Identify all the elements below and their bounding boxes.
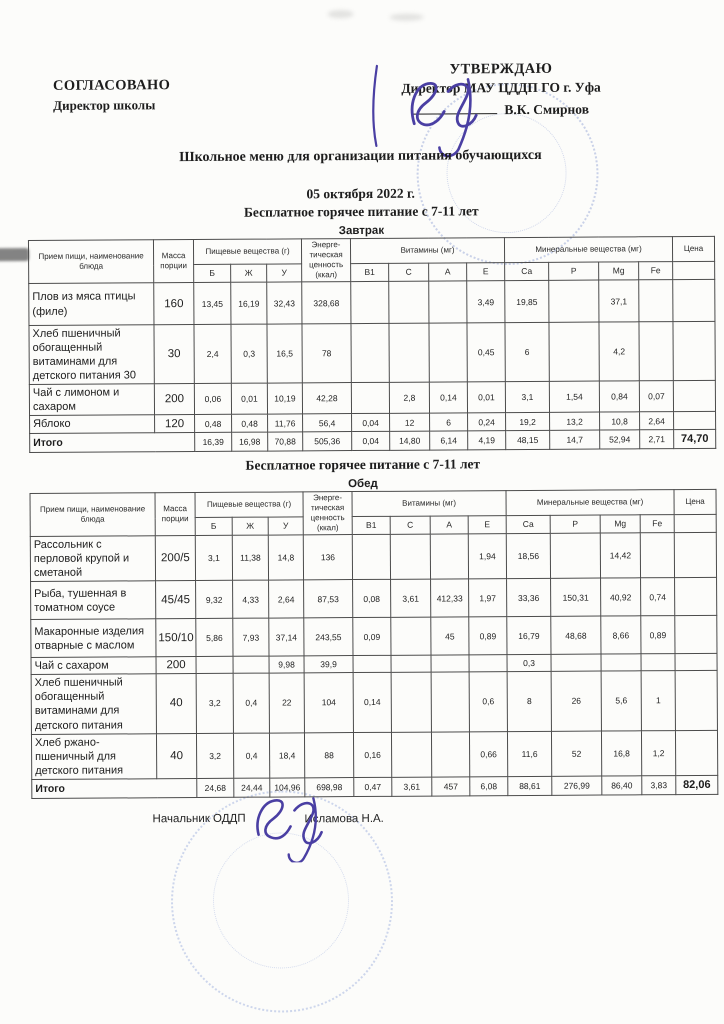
value-cell bbox=[549, 322, 599, 382]
value-cell bbox=[389, 323, 429, 383]
value-cell: 18,4 bbox=[269, 732, 304, 777]
value-cell: 0,45 bbox=[467, 323, 505, 383]
col-a: А bbox=[430, 516, 468, 534]
value-cell: 6 bbox=[505, 322, 549, 382]
value-cell: 160 bbox=[154, 283, 194, 325]
value-cell: 2,8 bbox=[389, 382, 429, 413]
col-energy: Энерге-тическая ценность (ккал) bbox=[303, 492, 352, 535]
value-cell: 2,64 bbox=[269, 580, 304, 618]
value-cell: 104 bbox=[304, 673, 353, 733]
col-mg: Mg bbox=[600, 515, 640, 533]
value-cell: 19,85 bbox=[505, 280, 549, 322]
value-cell: 120 bbox=[155, 415, 195, 432]
value-cell bbox=[673, 321, 715, 381]
value-cell: 78 bbox=[302, 324, 351, 384]
dish-name-cell: Чай с лимоном и сахаром bbox=[29, 384, 154, 416]
value-cell: 14,8 bbox=[268, 535, 303, 580]
value-cell: 0,4 bbox=[233, 733, 269, 778]
value-cell: 26 bbox=[551, 671, 601, 731]
value-cell bbox=[430, 534, 468, 579]
dish-row bbox=[31, 671, 717, 735]
col-e: Е bbox=[468, 516, 506, 534]
value-cell: 45 bbox=[431, 617, 469, 655]
value-cell bbox=[639, 322, 673, 382]
value-cell: 5,86 bbox=[196, 619, 233, 657]
value-cell: 0,01 bbox=[231, 383, 267, 414]
value-cell: 13,45 bbox=[194, 282, 231, 324]
col-mg: Mg bbox=[599, 262, 639, 280]
value-cell: 0,06 bbox=[194, 384, 231, 415]
total-value-cell: 2,71 bbox=[640, 429, 674, 448]
lunch-section bbox=[29, 455, 711, 799]
dish-row bbox=[29, 381, 715, 416]
col-price: Цена bbox=[672, 236, 714, 261]
total-value-cell: 16,39 bbox=[195, 432, 232, 451]
total-value-cell: 24,44 bbox=[234, 778, 270, 797]
value-cell: 7,93 bbox=[233, 618, 269, 656]
value-cell: 8 bbox=[507, 672, 551, 732]
value-cell bbox=[351, 323, 389, 383]
value-cell bbox=[431, 672, 469, 732]
total-value-cell: 3,83 bbox=[642, 775, 676, 794]
value-cell: 412,33 bbox=[431, 579, 469, 617]
total-value-cell: 276,99 bbox=[552, 776, 602, 795]
col-price: Цена bbox=[674, 489, 716, 514]
value-cell: 0,89 bbox=[641, 616, 675, 654]
value-cell: 40 bbox=[156, 733, 196, 778]
total-row bbox=[32, 775, 718, 798]
col-ca: Са bbox=[506, 515, 550, 533]
value-cell: 0,14 bbox=[353, 673, 391, 733]
value-cell bbox=[429, 323, 467, 383]
value-cell: 1 bbox=[641, 671, 675, 731]
total-price-cell: 74,70 bbox=[674, 429, 716, 448]
col-energy: Энерге-тическая ценность (ккал) bbox=[301, 239, 350, 282]
col-fat: Ж bbox=[232, 517, 268, 535]
col-mass: Масса порции bbox=[153, 240, 193, 283]
value-cell: 52 bbox=[551, 731, 601, 777]
value-cell: 8,66 bbox=[601, 616, 641, 654]
value-cell bbox=[673, 381, 715, 412]
value-cell: 0,84 bbox=[599, 381, 639, 412]
value-cell: 12 bbox=[390, 414, 430, 431]
dish-name-cell: Рассольник с перловой крупой и сметаной bbox=[30, 536, 155, 582]
value-cell: 0,04 bbox=[352, 414, 390, 431]
dish-row bbox=[30, 532, 716, 581]
col-c: С bbox=[389, 263, 429, 281]
value-cell bbox=[549, 280, 599, 322]
value-cell bbox=[641, 654, 675, 671]
value-cell: 0,01 bbox=[467, 382, 505, 413]
value-cell: 200 bbox=[156, 657, 196, 674]
value-cell: 32,43 bbox=[267, 282, 302, 324]
value-cell: 5,6 bbox=[601, 671, 641, 731]
col-p: Р bbox=[550, 515, 600, 533]
lunch-meal-label: Обед bbox=[348, 477, 378, 491]
total-value-cell: 6,14 bbox=[430, 430, 468, 449]
value-cell: 9,32 bbox=[196, 581, 233, 619]
value-cell bbox=[391, 672, 431, 732]
value-cell: 1,97 bbox=[469, 579, 507, 617]
col-e: Е bbox=[467, 263, 505, 281]
value-cell: 0,16 bbox=[353, 732, 391, 777]
value-cell: 0,07 bbox=[639, 381, 673, 412]
value-cell bbox=[391, 617, 431, 655]
col-nutrients: Пищевые вещества (г) bbox=[193, 239, 301, 265]
value-cell: 1,54 bbox=[549, 381, 599, 412]
dish-name-cell: Плов из мяса птицы (филе) bbox=[29, 283, 154, 326]
value-cell bbox=[196, 657, 233, 674]
value-cell: 0,6 bbox=[469, 672, 507, 732]
total-value-cell: 0,04 bbox=[352, 431, 390, 450]
value-cell: 0,09 bbox=[353, 618, 391, 656]
value-cell bbox=[675, 654, 717, 671]
breakfast-table bbox=[28, 236, 716, 453]
total-value-cell: 70,88 bbox=[268, 431, 303, 450]
breakfast-section bbox=[28, 202, 709, 453]
col-c: С bbox=[390, 516, 430, 534]
col-dish: Прием пищи, наименование блюда bbox=[28, 240, 153, 284]
value-cell: 14,42 bbox=[600, 533, 640, 578]
dish-name-cell: Яблоко bbox=[30, 415, 155, 433]
value-cell: 2,4 bbox=[194, 324, 231, 384]
value-cell bbox=[675, 730, 717, 775]
value-cell: 243,55 bbox=[304, 618, 353, 656]
value-cell: 200/5 bbox=[155, 536, 195, 581]
dish-name-cell: Хлеб ржано-пшеничный для детского питания bbox=[31, 733, 156, 779]
value-cell: 37,14 bbox=[269, 618, 304, 656]
total-value-cell: 48,15 bbox=[506, 430, 550, 449]
value-cell bbox=[675, 616, 717, 654]
agreed-block bbox=[53, 77, 170, 114]
dish-name-cell: Рыба, тушенная в томатном соусе bbox=[31, 581, 156, 620]
value-cell: 56,4 bbox=[303, 414, 352, 431]
value-cell: 10,8 bbox=[600, 412, 640, 429]
total-value-cell: 0,47 bbox=[354, 777, 392, 796]
value-cell: 88 bbox=[304, 732, 353, 778]
col-fe: Fe bbox=[639, 262, 673, 280]
value-cell: 200 bbox=[154, 384, 194, 415]
dish-row bbox=[31, 730, 717, 779]
value-cell: 87,53 bbox=[304, 580, 353, 618]
total-value-cell: 3,61 bbox=[392, 777, 432, 796]
value-cell bbox=[429, 281, 467, 323]
dish-name-cell: Макаронные изделия отварные с маслом bbox=[31, 619, 156, 658]
col-protein: Б bbox=[195, 517, 232, 535]
value-cell bbox=[673, 279, 715, 321]
col-protein: Б bbox=[194, 264, 231, 282]
value-cell bbox=[674, 412, 716, 429]
value-cell bbox=[550, 533, 600, 579]
col-mass: Масса порции bbox=[155, 493, 195, 536]
value-cell: 1,94 bbox=[468, 534, 506, 579]
scan-smudge bbox=[328, 10, 354, 18]
footer-name: Исламова Н.А. bbox=[304, 812, 384, 826]
value-cell: 13,2 bbox=[550, 413, 600, 430]
scan-smear-artifact bbox=[0, 248, 29, 261]
value-cell bbox=[233, 656, 269, 673]
value-cell: 3,2 bbox=[196, 733, 233, 778]
dish-row bbox=[31, 578, 717, 620]
value-cell: 19,2 bbox=[506, 413, 550, 430]
value-cell bbox=[431, 655, 469, 672]
value-cell: 3,49 bbox=[467, 281, 505, 323]
value-cell: 39,9 bbox=[304, 656, 353, 673]
dish-name-cell: Чай с сахаром bbox=[31, 657, 156, 675]
value-cell: 0,08 bbox=[353, 580, 391, 618]
col-dish: Прием пищи, наименование блюда bbox=[30, 493, 155, 537]
value-cell bbox=[353, 656, 391, 673]
value-cell bbox=[391, 732, 431, 777]
dish-name-cell: Хлеб пшеничный обогащенный витаминами для детского питания 30 bbox=[29, 325, 154, 385]
value-cell: 3,1 bbox=[195, 535, 232, 580]
value-cell bbox=[469, 655, 507, 672]
col-b1: В1 bbox=[351, 263, 389, 281]
value-cell bbox=[390, 534, 430, 579]
value-cell bbox=[551, 654, 601, 671]
value-cell: 1,2 bbox=[641, 730, 675, 775]
value-cell bbox=[640, 533, 674, 578]
total-label-cell: Итого bbox=[30, 432, 195, 452]
value-cell bbox=[675, 578, 717, 616]
value-cell: 3,2 bbox=[196, 674, 233, 734]
value-cell: 48,68 bbox=[551, 616, 601, 654]
value-cell: 0,74 bbox=[641, 578, 675, 616]
value-cell bbox=[431, 731, 469, 776]
total-value-cell: 14,7 bbox=[550, 430, 600, 449]
dish-row bbox=[31, 616, 717, 658]
value-cell bbox=[352, 534, 390, 579]
chief-signature-icon bbox=[240, 786, 358, 863]
value-cell: 328,68 bbox=[302, 282, 351, 324]
value-cell: 10,19 bbox=[267, 383, 302, 414]
director-signature-icon bbox=[368, 57, 511, 162]
total-value-cell: 88,61 bbox=[508, 776, 552, 795]
value-cell bbox=[675, 671, 717, 731]
col-minerals: Минеральные вещества (мг) bbox=[506, 490, 674, 516]
value-cell: 4,33 bbox=[233, 580, 269, 618]
value-cell: 0,3 bbox=[507, 655, 551, 672]
total-label-cell: Итого bbox=[32, 778, 197, 798]
value-cell: 0,4 bbox=[233, 673, 269, 733]
total-value-cell: 86,40 bbox=[602, 776, 642, 795]
value-cell: 37,1 bbox=[599, 280, 639, 322]
col-vitamins: Витамины (мг) bbox=[352, 491, 506, 517]
value-cell: 0,48 bbox=[232, 415, 268, 432]
document-date: 05 октября 2022 г. bbox=[306, 185, 415, 202]
agreed-role: Директор школы bbox=[53, 97, 156, 113]
value-cell bbox=[389, 281, 429, 323]
col-b1: В1 bbox=[352, 516, 390, 534]
agreed-label: СОГЛАСОВАНО bbox=[52, 77, 171, 94]
col-fe: Fe bbox=[640, 515, 674, 533]
value-cell: 3,61 bbox=[391, 579, 431, 617]
dish-row bbox=[29, 279, 715, 325]
value-cell: 30 bbox=[154, 325, 194, 385]
value-cell: 40 bbox=[156, 674, 196, 734]
total-row bbox=[30, 429, 716, 452]
total-value-cell: 698,98 bbox=[305, 777, 354, 796]
value-cell: 0,66 bbox=[469, 731, 507, 776]
col-nutrients: Пищевые вещества (г) bbox=[195, 492, 303, 518]
value-cell: 45/45 bbox=[156, 581, 196, 619]
value-cell: 22 bbox=[269, 673, 304, 733]
scan-smudge bbox=[390, 14, 424, 21]
value-cell: 2,64 bbox=[640, 412, 674, 429]
value-cell bbox=[391, 655, 431, 672]
dish-name-cell: Хлеб пшеничный обогащенный витаминами для детского питания bbox=[31, 674, 156, 734]
col-ca: Са bbox=[505, 262, 549, 280]
value-cell: 9,98 bbox=[269, 656, 304, 673]
value-cell: 0,14 bbox=[429, 382, 467, 413]
lunch-table bbox=[30, 489, 719, 799]
breakfast-meal-label: Завтрак bbox=[338, 224, 385, 238]
value-cell: 0,89 bbox=[469, 617, 507, 655]
value-cell bbox=[601, 654, 641, 671]
value-cell: 0,3 bbox=[231, 324, 267, 384]
total-value-cell: 16,98 bbox=[232, 432, 268, 451]
value-cell: 150,31 bbox=[551, 578, 601, 616]
value-cell: 16,8 bbox=[601, 730, 641, 775]
value-cell bbox=[639, 280, 673, 322]
value-cell: 6 bbox=[430, 413, 468, 430]
value-cell: 42,28 bbox=[302, 383, 351, 414]
approved-role: Директор МАУ ЦДДП ГО г. Уфа bbox=[401, 79, 601, 96]
value-cell: 4,2 bbox=[599, 322, 639, 382]
value-cell: 16,19 bbox=[231, 282, 267, 324]
col-fat: Ж bbox=[231, 264, 267, 282]
footer-position: Начальник ОДДП bbox=[152, 812, 246, 826]
col-p: Р bbox=[549, 262, 599, 280]
lunch-subtitle: Бесплатное горячее питание с 7-11 лет bbox=[245, 456, 481, 473]
value-cell: 11,6 bbox=[507, 731, 551, 777]
value-cell: 0,24 bbox=[468, 413, 506, 430]
total-value-cell: 457 bbox=[432, 777, 470, 796]
total-value-cell: 52,94 bbox=[600, 429, 640, 448]
col-carbs: У bbox=[268, 517, 303, 535]
value-cell: 11,76 bbox=[268, 414, 303, 431]
total-value-cell: 14,80 bbox=[390, 431, 430, 450]
value-cell: 150/10 bbox=[156, 619, 196, 657]
value-cell: 16,79 bbox=[507, 617, 551, 655]
value-cell: 16,5 bbox=[267, 324, 302, 384]
col-vitamins: Витамины (мг) bbox=[350, 238, 504, 264]
col-minerals: Минеральные вещества (мг) bbox=[504, 237, 672, 263]
value-cell bbox=[351, 383, 389, 414]
col-carbs: У bbox=[267, 264, 302, 282]
value-cell: 136 bbox=[303, 535, 352, 581]
value-cell bbox=[351, 281, 389, 323]
total-value-cell: 24,68 bbox=[197, 778, 234, 797]
value-cell: 0,48 bbox=[195, 415, 232, 432]
dish-row bbox=[29, 321, 715, 385]
col-a: А bbox=[429, 263, 467, 281]
approved-name: В.К. Смирнов bbox=[504, 101, 590, 118]
breakfast-subtitle: Бесплатное горячее питание с 7-11 лет bbox=[243, 203, 479, 220]
value-cell: 18,56 bbox=[506, 533, 550, 579]
total-value-cell: 4,19 bbox=[468, 430, 506, 449]
total-value-cell: 104,96 bbox=[270, 778, 305, 797]
approved-label: УТВЕРЖДАЮ bbox=[449, 60, 553, 78]
value-cell: 3,1 bbox=[505, 382, 549, 413]
value-cell: 11,38 bbox=[232, 535, 268, 580]
col-price-sub bbox=[674, 514, 716, 532]
value-cell: 40,92 bbox=[601, 578, 641, 616]
value-cell bbox=[674, 532, 716, 577]
value-cell: 33,36 bbox=[507, 579, 551, 617]
total-price-cell: 82,06 bbox=[676, 775, 718, 794]
total-value-cell: 6,08 bbox=[470, 776, 508, 795]
total-value-cell: 505,36 bbox=[303, 431, 352, 450]
document-title: Школьное меню для организации питания обучающихся bbox=[179, 147, 542, 166]
col-price-sub bbox=[673, 261, 715, 279]
